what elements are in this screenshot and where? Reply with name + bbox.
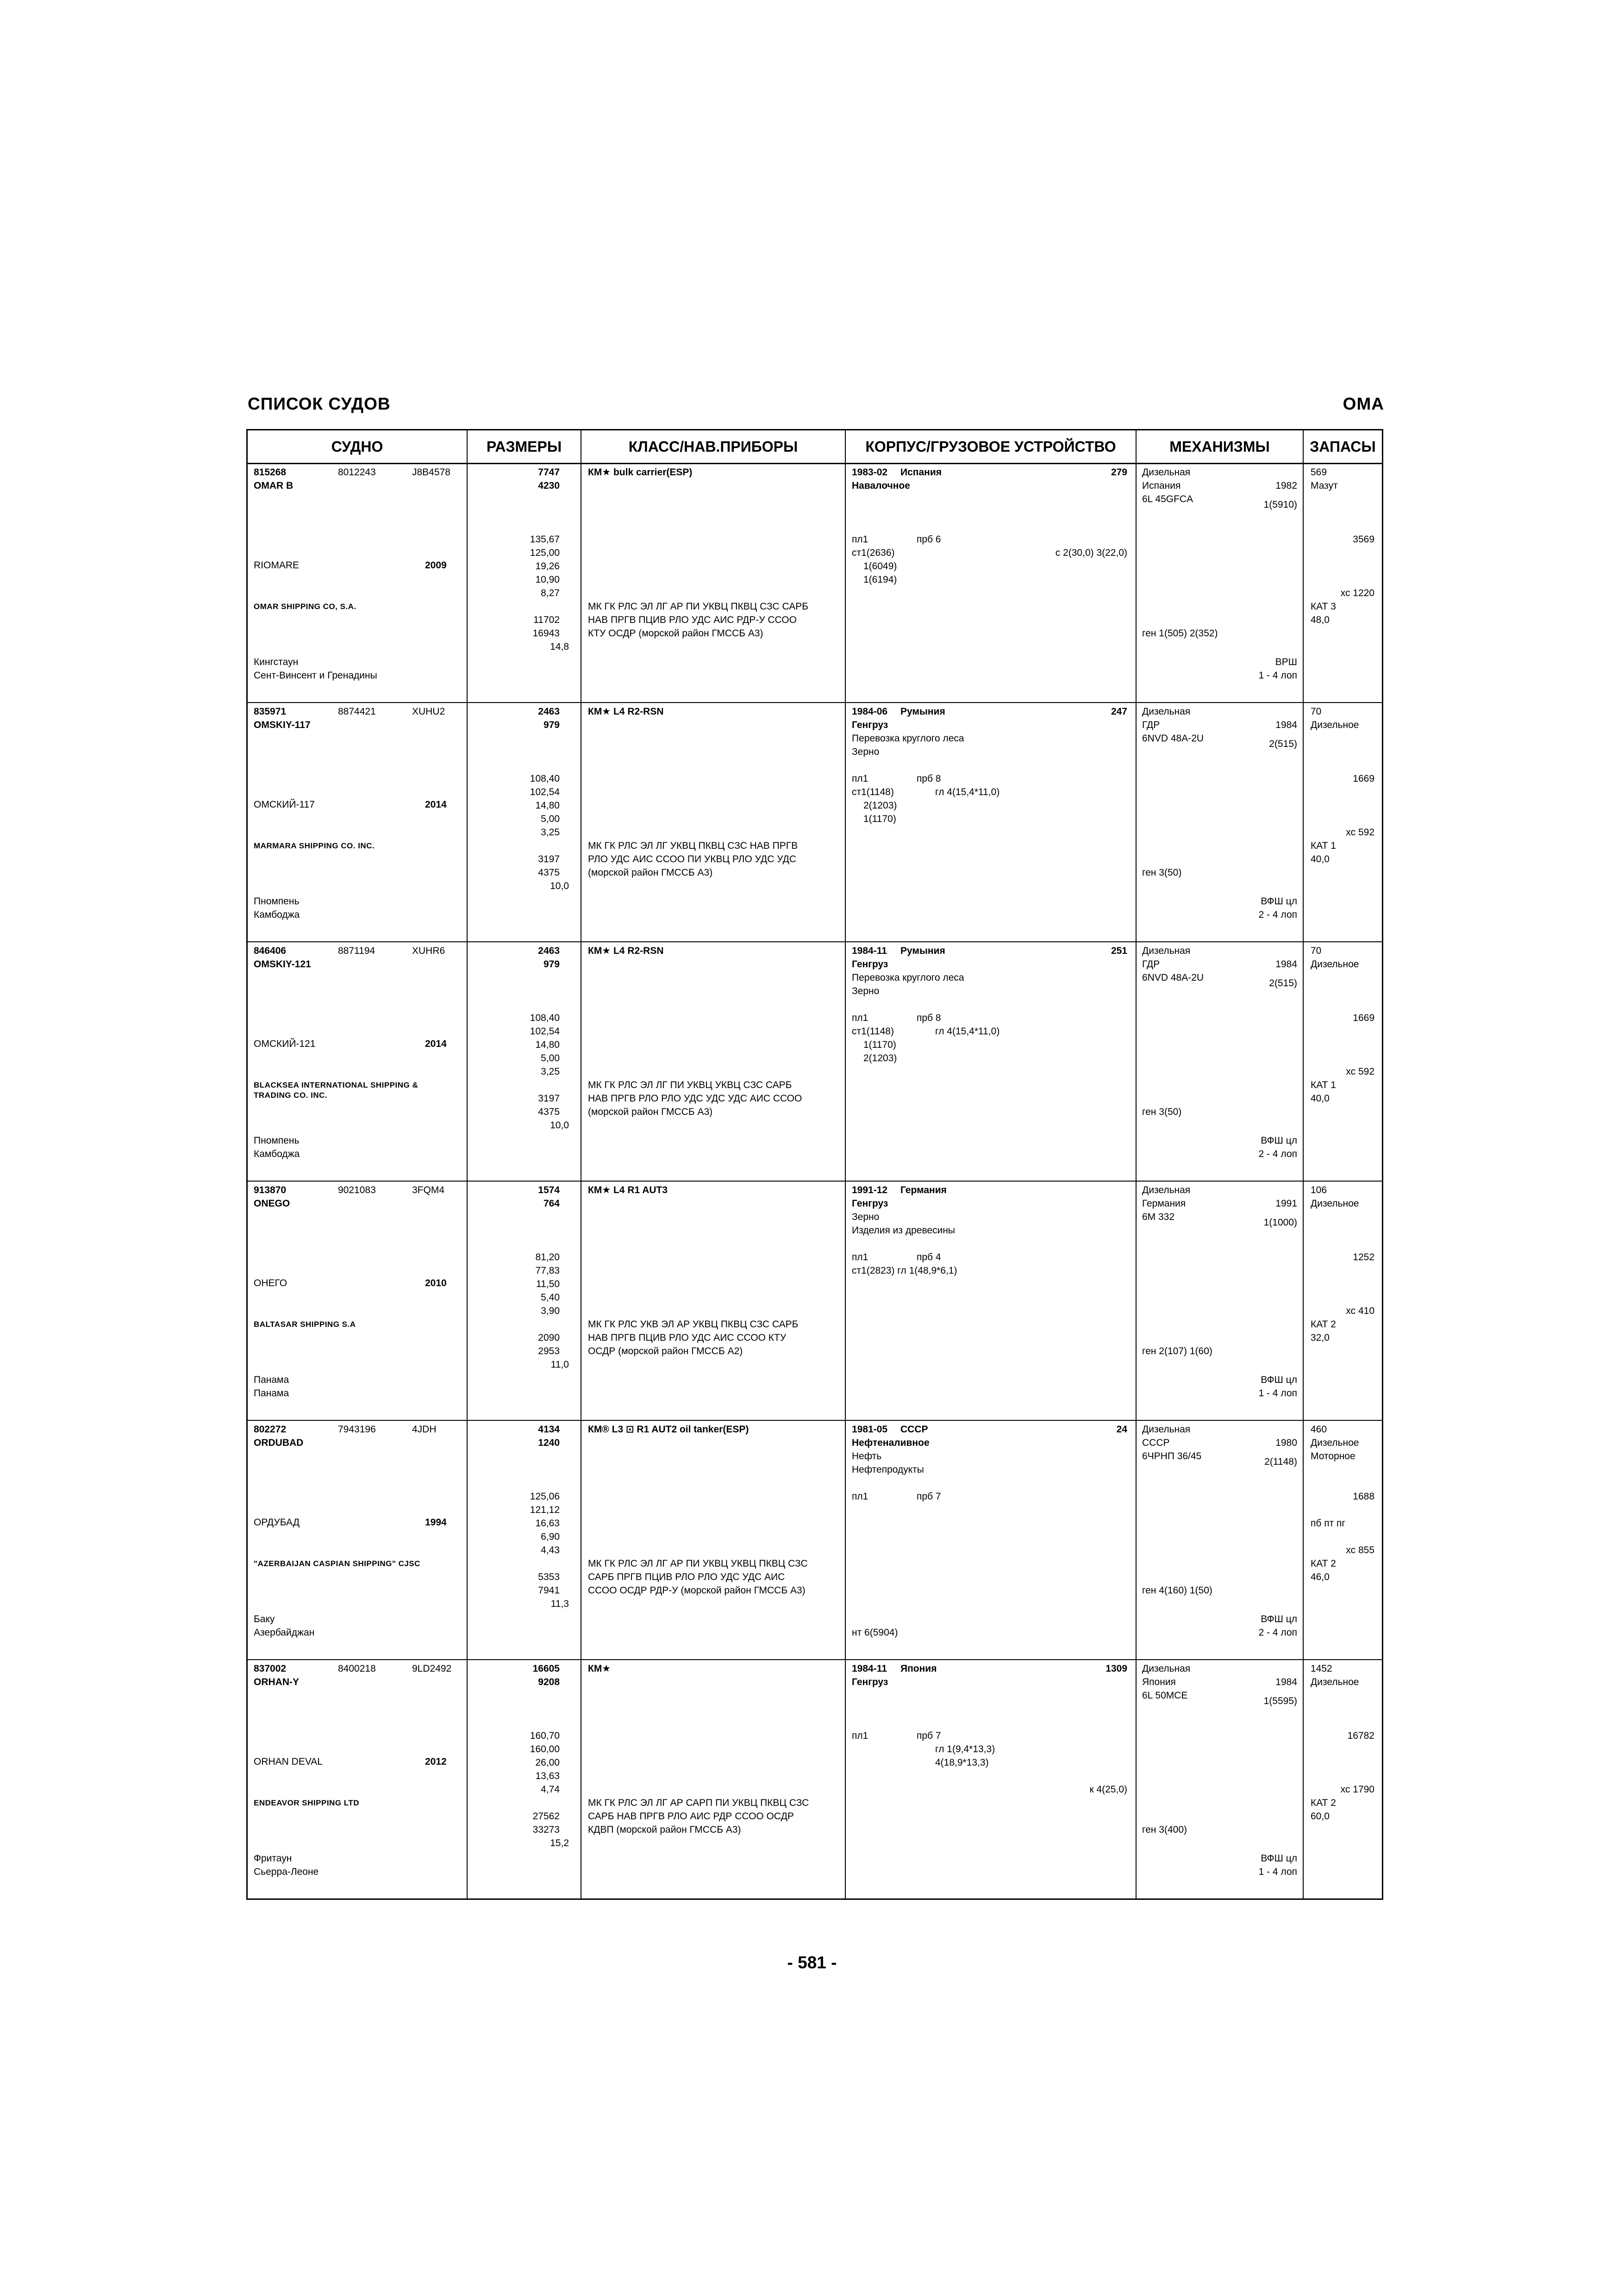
supply-value: 70 — [1311, 706, 1322, 717]
supply-crew: 40,0 — [1311, 854, 1330, 865]
engine-model: 6M 332 — [1142, 1212, 1175, 1222]
ship-former-name: ORHAN DEVAL — [254, 1756, 323, 1767]
hull-decks: пл1 — [852, 773, 868, 784]
supply-refrigeration: хс 410 — [1346, 1306, 1374, 1316]
ship-port: Пномпень — [254, 896, 300, 907]
ship-nt: 9208 — [538, 1677, 560, 1687]
ship-dimension: 3,25 — [541, 1066, 560, 1077]
engine-year: 1984 — [1275, 1677, 1297, 1687]
hull-capacity: 2(1203) — [863, 1053, 897, 1064]
boats: ВФШ цл — [1261, 1135, 1297, 1146]
ship-callsign: 9LD2492 — [412, 1663, 452, 1674]
hull-type: Нефтеналивное — [852, 1437, 930, 1448]
ship-nt: 979 — [543, 720, 560, 730]
hull-hatches: гл 1(9,4*13,3) — [935, 1744, 995, 1755]
col-header-machinery: МЕХАНИЗМЫ — [1137, 430, 1303, 464]
ship-nav-equipment: (морской район ГМССБ А3) — [588, 867, 713, 878]
ship-name: OMSKIY-117 — [254, 720, 311, 730]
engine-model: 6NVD 48A-2U — [1142, 972, 1204, 983]
hull-number: 247 — [1111, 706, 1127, 717]
ship-dimension: 5,00 — [541, 1053, 560, 1064]
ship-deadweight: 3197 — [538, 1093, 560, 1104]
ship-speed: 14,8 — [550, 641, 569, 652]
ship-speed: 10,0 — [550, 1120, 569, 1131]
hull-hatches: гл 4(15,4*11,0) — [935, 1026, 1000, 1037]
col-header-dimensions: РАЗМЕРЫ — [468, 430, 581, 464]
hull-date: 1984-11 — [852, 1663, 887, 1674]
ship-class: КМ★ — [588, 1663, 611, 1674]
ship-name: OMSKIY-121 — [254, 959, 311, 970]
ship-callsign: XUHU2 — [412, 706, 445, 717]
ship-nav-equipment: МК ГК РЛС ЭЛ ЛГ АР ПИ УКВЦ ПКВЦ СЗС САРБ — [588, 601, 809, 612]
ship-year: 2012 — [425, 1756, 447, 1767]
ship-nav-equipment: КТУ ОСДР (морской район ГМССБ А3) — [588, 628, 763, 639]
ship-gt: 16605 — [532, 1663, 560, 1674]
ship-deadweight: 27562 — [532, 1811, 560, 1822]
ship-nav-equipment: НАВ ПРГВ ПЦИВ РЛО УДС АИС ССОО КТУ — [588, 1332, 787, 1343]
ship-nav-equipment: МК ГК РЛС ЭЛ ЛГ ПИ УКВЦ УКВЦ СЗС САРБ — [588, 1080, 792, 1090]
hull-holds: прб 6 — [917, 534, 941, 545]
engine-type: Дизельная — [1142, 1424, 1191, 1435]
ship-deadweight: 11702 — [533, 615, 560, 625]
ship-gt: 7747 — [538, 467, 560, 478]
ship-nt: 4230 — [538, 480, 560, 491]
hull-date: 1983-02 — [852, 467, 888, 478]
supply-value: 1452 — [1311, 1663, 1332, 1674]
supply-refrigeration: хс 592 — [1346, 827, 1374, 838]
ship-former-name: ОМСКИЙ-121 — [254, 1039, 316, 1049]
ship-owner: TRADING CO. INC. — [254, 1091, 328, 1100]
ship-name: ONEGO — [254, 1198, 290, 1209]
hull-number: 251 — [1111, 946, 1127, 956]
ship-year: 2014 — [425, 799, 447, 810]
engine-country: ГДР — [1142, 959, 1160, 970]
engine-model: 6ЧРНП 36/45 — [1142, 1451, 1202, 1462]
supply-category: КАТ 2 — [1311, 1558, 1336, 1569]
ship-dimension: 160,00 — [530, 1744, 560, 1755]
hull-type: Генгруз — [852, 1677, 888, 1687]
ship-name: ORDUBAD — [254, 1437, 304, 1448]
engine-year: 1991 — [1275, 1198, 1297, 1209]
ship-speed: 11,3 — [550, 1599, 569, 1609]
hull-number: 1309 — [1106, 1663, 1127, 1674]
hull-cargo: Перевозка круглого леса — [852, 972, 964, 983]
hull-date: 1984-11 — [852, 946, 887, 956]
ship-dimension: 19,26 — [535, 561, 560, 572]
supply-refrigeration: хс 855 — [1346, 1545, 1374, 1556]
ship-nav-equipment: МК ГК РЛС ЭЛ ЛГ УКВЦ ПКВЦ СЗС НАВ ПРГВ — [588, 840, 798, 851]
engine-model: 6L 45GFCA — [1142, 494, 1193, 504]
hull-capacity: ст1(2636) — [852, 548, 895, 558]
supply-capacity: 1252 — [1353, 1252, 1374, 1263]
ship-callsign: 3FQM4 — [412, 1185, 445, 1195]
ship-class: КМ★ L4 R2-RSN — [588, 706, 664, 717]
supply-fuel: Дизельное — [1311, 1437, 1359, 1448]
hull-tanks: нт 6(5904) — [852, 1627, 898, 1638]
supply-crew: 32,0 — [1311, 1332, 1330, 1343]
ship-callsign: XUHR6 — [412, 946, 445, 956]
ship-former-name: ОМСКИЙ-117 — [254, 799, 315, 810]
hull-cargo: Зерно — [852, 1212, 880, 1222]
supply-refrigeration: хс 1790 — [1340, 1784, 1374, 1795]
ship-nav-equipment: НАВ ПРГВ РЛО РЛО УДС УДС УДС АИС ССОО — [588, 1093, 802, 1104]
hull-capacity: 1(1170) — [863, 814, 896, 824]
supply-value: 460 — [1311, 1424, 1327, 1435]
supply-crew: 60,0 — [1311, 1811, 1330, 1822]
hull-date: 1981-05 — [852, 1424, 888, 1435]
hull-capacity: 1(6049) — [863, 561, 897, 572]
ship-dimension: 102,54 — [530, 787, 560, 797]
ship-dimension: 14,80 — [535, 800, 560, 811]
supply-category: КАТ 1 — [1311, 840, 1336, 851]
ship-dimension: 10,90 — [535, 574, 560, 585]
ship-dimension: 26,00 — [535, 1757, 560, 1768]
hull-cargo: Нефтепродукты — [852, 1464, 924, 1475]
supply-crew: 48,0 — [1311, 615, 1330, 625]
ship-imo: 8400218 — [338, 1663, 376, 1674]
ship-gt: 2463 — [538, 946, 560, 956]
col-header-class: КЛАСС/НАВ.ПРИБОРЫ — [581, 430, 845, 464]
ship-flag: Камбоджа — [254, 909, 300, 920]
engine-year: 1984 — [1275, 720, 1297, 730]
supply-capacity: 16782 — [1347, 1730, 1374, 1741]
ship-deadweight: 4375 — [538, 1107, 560, 1117]
engine-model: 6NVD 48A-2U — [1142, 733, 1204, 744]
supply-category: КАТ 2 — [1311, 1798, 1336, 1808]
boats-count: 1 - 4 лоп — [1258, 670, 1297, 681]
ship-owner: ENDEAVOR SHIPPING LTD — [254, 1798, 360, 1807]
hull-cargo: Зерно — [852, 986, 880, 996]
hull-capacity: ст1(2823) гл 1(48,9*6,1) — [852, 1265, 957, 1276]
hull-holds: прб 4 — [917, 1252, 941, 1263]
hull-country: Испания — [900, 467, 942, 478]
ship-class: КМ★ L4 R2-RSN — [588, 946, 664, 956]
ship-dimension: 125,06 — [530, 1491, 560, 1502]
supply-fuel: Дизельное — [1311, 1677, 1359, 1687]
ship-nav-equipment: МК ГК РЛС УКВ ЭЛ АР УКВЦ ПКВЦ СЗС САРБ — [588, 1319, 799, 1330]
engine-power: 1(5595) — [1263, 1696, 1297, 1706]
ship-deadweight: 16943 — [532, 628, 560, 639]
ship-dimension: 81,20 — [535, 1252, 560, 1263]
ship-owner: BLACKSEA INTERNATIONAL SHIPPING & — [254, 1081, 418, 1089]
engine-country: Испания — [1142, 480, 1181, 491]
supply-fuel-2: Моторное — [1311, 1451, 1355, 1462]
ship-row — [248, 430, 1382, 1898]
ship-deadweight: 4375 — [538, 867, 560, 878]
supply-value: 70 — [1311, 946, 1322, 956]
ship-dimension: 108,40 — [530, 1013, 560, 1023]
hull-country: Румыния — [900, 946, 945, 956]
ship-nt: 764 — [543, 1198, 560, 1209]
ship-nav-equipment: НАВ ПРГВ ПЦИВ РЛО УДС АИС РДР-У ССОО — [588, 615, 797, 625]
ship-year: 2014 — [425, 1039, 447, 1049]
ship-flag: Азербайджан — [254, 1627, 315, 1638]
engine-country: СССР — [1142, 1437, 1170, 1448]
ship-former-name: ОНЕГО — [254, 1278, 287, 1288]
ship-nav-equipment: САРБ ПРГВ ПЦИВ РЛО РЛО УДС УДС АИС — [588, 1572, 785, 1582]
boats: ВФШ цл — [1261, 1853, 1297, 1864]
ship-dimension: 13,63 — [535, 1771, 560, 1781]
boats-count: 1 - 4 лоп — [1258, 1867, 1297, 1877]
ship-port: Баку — [254, 1614, 275, 1624]
engine-type: Дизельная — [1142, 467, 1191, 478]
supply-refrigeration: хс 592 — [1346, 1066, 1374, 1077]
ship-nav-equipment: ССОО ОСДР РДР-У (морской район ГМССБ А3) — [588, 1585, 806, 1596]
engine-country: Германия — [1142, 1198, 1186, 1209]
ship-port: Кингстаун — [254, 657, 299, 667]
ship-dimension: 6,90 — [541, 1531, 560, 1542]
engine-country: ГДР — [1142, 720, 1160, 730]
ship-year: 1994 — [425, 1517, 447, 1528]
ship-dimension: 5,40 — [541, 1292, 560, 1303]
ship-nav-equipment: САРБ НАВ ПРГВ РЛО АИС РДР ССОО ОСДР — [588, 1811, 794, 1822]
ship-callsign: J8B4578 — [412, 467, 450, 478]
hull-country: Германия — [900, 1185, 947, 1195]
ship-dimension: 108,40 — [530, 773, 560, 784]
hull-holds: прб 8 — [917, 773, 941, 784]
hull-decks: пл1 — [852, 1013, 868, 1023]
ship-flag: Сьерра-Леоне — [254, 1867, 319, 1877]
ship-deadweight: 3197 — [538, 854, 560, 865]
ship-port: Фритаун — [254, 1853, 292, 1864]
ship-former-name: RIOMARE — [254, 560, 300, 571]
engine-type: Дизельная — [1142, 1185, 1191, 1195]
hull-cranes: к 4(25,0) — [1089, 1784, 1127, 1795]
ship-flag: Камбоджа — [254, 1149, 300, 1159]
ship-year: 2010 — [425, 1278, 447, 1288]
hull-hatches: гл 4(15,4*11,0) — [935, 787, 1000, 797]
ship-port: Панама — [254, 1375, 289, 1385]
supply-capacity: 3569 — [1353, 534, 1374, 545]
supply-refrigeration: хс 1220 — [1340, 588, 1374, 598]
ship-imo: 9021083 — [338, 1185, 376, 1195]
ship-nt: 1240 — [538, 1437, 560, 1448]
hull-holds: прб 8 — [917, 1013, 941, 1023]
boats-count: 1 - 4 лоп — [1258, 1388, 1297, 1399]
ship-dimension: 11,50 — [536, 1279, 560, 1289]
ship-dimension: 121,12 — [530, 1505, 560, 1515]
ship-speed: 11,0 — [550, 1359, 569, 1370]
boats-count: 2 - 4 лоп — [1258, 1627, 1297, 1638]
ship-gt: 1574 — [538, 1185, 560, 1195]
ship-deadweight: 33273 — [532, 1824, 560, 1835]
engine-power: 1(1000) — [1263, 1217, 1297, 1228]
hull-type: Генгруз — [852, 1198, 888, 1209]
hull-capacity: 1(6194) — [863, 574, 897, 585]
ship-imo: 8012243 — [338, 467, 376, 478]
ship-year: 2009 — [425, 560, 447, 571]
hull-hatches: 4(18,9*13,3) — [935, 1757, 989, 1768]
section-code: OMA — [1343, 394, 1384, 413]
generators: ген 2(107) 1(60) — [1142, 1346, 1212, 1356]
supply-fire: пб пт пг — [1311, 1518, 1346, 1529]
supply-value: 569 — [1311, 467, 1327, 478]
engine-power: 2(515) — [1269, 978, 1297, 989]
ship-nav-equipment: РЛО УДС АИС ССОО ПИ УКВЦ РЛО УДС УДС — [588, 854, 797, 865]
ship-flag: Сент-Винсент и Гренадины — [254, 670, 377, 681]
supply-category: КАТ 3 — [1311, 601, 1336, 612]
ship-dimension: 102,54 — [530, 1026, 560, 1037]
ship-dimension: 14,80 — [535, 1039, 560, 1050]
ship-dimension: 3,25 — [541, 827, 560, 838]
engine-year: 1984 — [1275, 959, 1297, 970]
engine-power: 1(5910) — [1263, 499, 1297, 510]
supply-crew: 40,0 — [1311, 1093, 1330, 1104]
ship-speed: 10,0 — [550, 881, 569, 891]
hull-type: Генгруз — [852, 720, 888, 730]
supply-capacity: 1669 — [1353, 773, 1374, 784]
hull-number: 24 — [1116, 1424, 1127, 1435]
col-header-hull: КОРПУС/ГРУЗОВОЕ УСТРОЙСТВО — [846, 430, 1136, 464]
hull-type: Генгруз — [852, 959, 888, 970]
hull-capacity: ст1(1148) — [852, 1026, 894, 1037]
ship-flag: Панама — [254, 1388, 289, 1399]
ship-dimension: 3,90 — [541, 1306, 560, 1316]
hull-decks: пл1 — [852, 1730, 868, 1741]
hull-cranes: с 2(30,0) 3(22,0) — [1055, 548, 1127, 558]
hull-decks: пл1 — [852, 1252, 868, 1263]
boats: ВФШ цл — [1261, 896, 1297, 907]
ship-imo: 8874421 — [338, 706, 376, 717]
supply-category: КАТ 2 — [1311, 1319, 1336, 1330]
row-divider — [248, 1659, 1382, 1660]
ship-reg-number: 846406 — [254, 946, 287, 956]
ship-dimension: 4,74 — [541, 1784, 560, 1795]
ship-owner: MARMARA SHIPPING CO. INC. — [254, 841, 375, 850]
ship-gt: 2463 — [538, 706, 560, 717]
ship-dimension: 135,67 — [530, 534, 560, 545]
ship-dimension: 77,83 — [535, 1265, 560, 1276]
ship-reg-number: 802272 — [254, 1424, 287, 1435]
supply-capacity: 1669 — [1353, 1013, 1374, 1023]
supply-fuel: Дизельное — [1311, 1198, 1359, 1209]
col-header-vessel: СУДНО — [248, 430, 467, 464]
engine-power: 2(1148) — [1264, 1456, 1297, 1467]
ship-dimension: 160,70 — [530, 1730, 560, 1741]
col-header-supplies: ЗАПАСЫ — [1304, 430, 1382, 464]
hull-type: Навалочное — [852, 480, 910, 491]
hull-country: Япония — [900, 1663, 937, 1674]
supply-crew: 46,0 — [1311, 1572, 1330, 1582]
ship-callsign: 4JDH — [412, 1424, 437, 1435]
ship-owner: OMAR SHIPPING CO, S.A. — [254, 602, 356, 611]
ship-reg-number: 815268 — [254, 467, 287, 478]
supply-value: 106 — [1311, 1185, 1327, 1195]
ship-deadweight: 7941 — [538, 1585, 560, 1596]
ship-deadweight: 5353 — [538, 1572, 560, 1582]
ship-speed: 15,2 — [550, 1838, 569, 1848]
hull-capacity: ст1(1148) — [852, 787, 894, 797]
ship-gt: 4134 — [538, 1424, 560, 1435]
hull-cargo: Зерно — [852, 747, 880, 757]
hull-date: 1991-12 — [852, 1185, 888, 1195]
hull-cargo: Нефть — [852, 1451, 882, 1462]
ships-table — [246, 429, 1383, 1900]
ship-class: КМ★ L4 R1 AUT3 — [588, 1185, 668, 1195]
engine-country: Япония — [1142, 1677, 1176, 1687]
boats-count: 2 - 4 лоп — [1258, 1149, 1297, 1159]
engine-year: 1982 — [1275, 480, 1297, 491]
ship-dimension: 4,43 — [541, 1545, 560, 1556]
ship-imo: 7943196 — [338, 1424, 376, 1435]
ship-reg-number: 835971 — [254, 706, 287, 717]
page-number: - 581 - — [787, 1953, 837, 1972]
ship-dimension: 125,00 — [530, 548, 560, 558]
ship-nt: 979 — [543, 959, 560, 970]
hull-country: СССР — [900, 1424, 928, 1435]
hull-cargo: Изделия из древесины — [852, 1225, 956, 1236]
boats: ВФШ цл — [1261, 1375, 1297, 1385]
supply-capacity: 1688 — [1353, 1491, 1374, 1502]
ship-deadweight: 2953 — [538, 1346, 560, 1356]
engine-type: Дизельная — [1142, 1663, 1191, 1674]
ship-port: Пномпень — [254, 1135, 300, 1146]
boats: ВФШ цл — [1261, 1614, 1297, 1624]
ship-name: ORHAN-Y — [254, 1677, 299, 1687]
engine-model: 6L 50MCE — [1142, 1690, 1188, 1701]
ship-nav-equipment: (морской район ГМССБ А3) — [588, 1107, 713, 1117]
generators: ген 3(50) — [1142, 1107, 1182, 1117]
ship-former-name: ОРДУБАД — [254, 1517, 300, 1528]
supply-fuel: Дизельное — [1311, 720, 1359, 730]
hull-number: 279 — [1111, 467, 1127, 478]
ship-dimension: 5,00 — [541, 814, 560, 824]
hull-decks: пл1 — [852, 534, 868, 545]
ship-owner: "AZERBAIJAN CASPIAN SHIPPING" CJSC — [254, 1559, 420, 1568]
ship-class: КМ® L3 ⊡ R1 AUT2 oil tanker(ESP) — [588, 1424, 749, 1435]
ship-owner: BALTASAR SHIPPING S.A — [254, 1320, 356, 1329]
engine-type: Дизельная — [1142, 946, 1191, 956]
ship-imo: 8871194 — [338, 946, 375, 956]
ship-nav-equipment: МК ГК РЛС ЭЛ ЛГ АР ПИ УКВЦ УКВЦ ПКВЦ СЗС — [588, 1558, 808, 1569]
ship-deadweight: 2090 — [538, 1332, 560, 1343]
ship-class: КМ★ bulk carrier(ESP) — [588, 467, 693, 478]
hull-holds: прб 7 — [917, 1491, 941, 1502]
ship-nav-equipment: МК ГК РЛС ЭЛ ЛГ АР САРП ПИ УКВЦ ПКВЦ СЗС — [588, 1798, 809, 1808]
hull-date: 1984-06 — [852, 706, 888, 717]
boats: ВРШ — [1275, 657, 1297, 667]
hull-capacity: 1(1170) — [863, 1039, 896, 1050]
hull-country: Румыния — [900, 706, 945, 717]
boats-count: 2 - 4 лоп — [1258, 909, 1297, 920]
hull-holds: прб 7 — [917, 1730, 941, 1741]
hull-capacity: 2(1203) — [863, 800, 897, 811]
page-title: СПИСОК СУДОВ — [248, 394, 391, 413]
engine-year: 1980 — [1275, 1437, 1297, 1448]
ship-name: OMAR B — [254, 480, 294, 491]
engine-power: 2(515) — [1269, 739, 1297, 749]
supply-fuel: Мазут — [1311, 480, 1338, 491]
generators: ген 4(160) 1(50) — [1142, 1585, 1212, 1596]
ship-nav-equipment: ОСДР (морской район ГМССБ А2) — [588, 1346, 743, 1356]
hull-decks: пл1 — [852, 1491, 868, 1502]
ship-nav-equipment: КДВП (морской район ГМССБ А3) — [588, 1824, 741, 1835]
ship-dimension: 8,27 — [541, 588, 560, 598]
supply-fuel: Дизельное — [1311, 959, 1359, 970]
generators: ген 3(400) — [1142, 1824, 1187, 1835]
generators: ген 1(505) 2(352) — [1142, 628, 1218, 639]
ship-dimension: 16,63 — [535, 1518, 560, 1529]
engine-type: Дизельная — [1142, 706, 1191, 717]
ship-reg-number: 913870 — [254, 1185, 287, 1195]
generators: ген 3(50) — [1142, 867, 1182, 878]
supply-category: КАТ 1 — [1311, 1080, 1336, 1090]
ship-reg-number: 837002 — [254, 1663, 287, 1674]
hull-cargo: Перевозка круглого леса — [852, 733, 964, 744]
